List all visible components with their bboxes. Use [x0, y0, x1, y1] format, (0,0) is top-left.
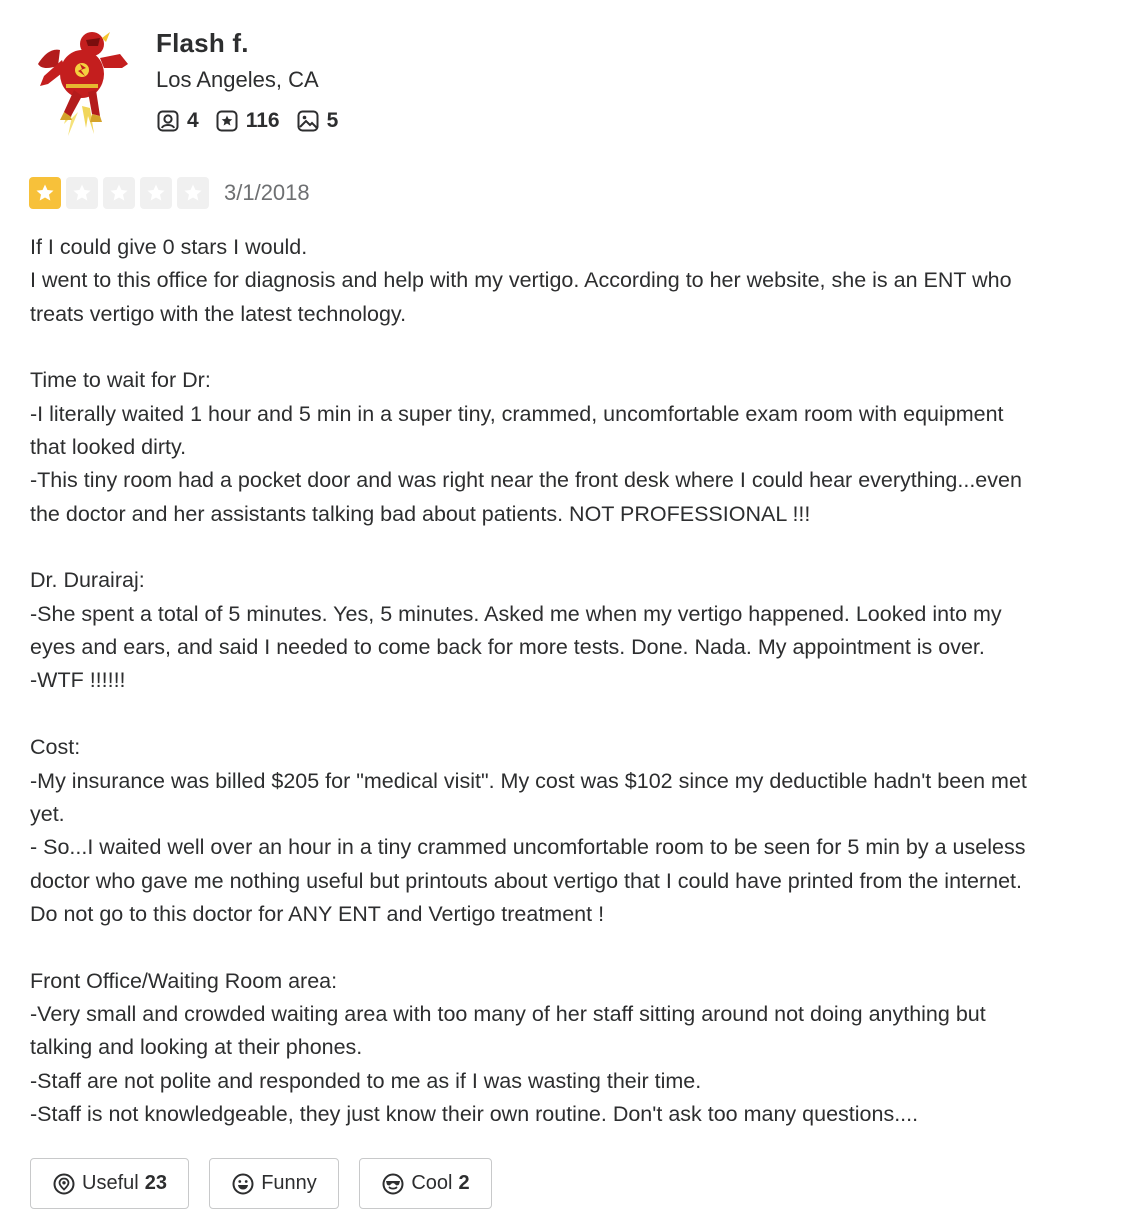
sunglasses-icon [381, 1172, 405, 1196]
review-line [30, 531, 1125, 564]
star-icon [109, 183, 129, 203]
photos-stat [296, 109, 339, 133]
smile-icon [231, 1172, 255, 1196]
friends-icon [156, 109, 180, 133]
user-location: Los Angeles, CA [156, 67, 319, 92]
review-line: -Staff is not knowledgeable, they just know their own routine. Don't ask too many questions.... [30, 1101, 919, 1126]
review-line: - So...I waited well over an hour in a tiny crammed uncomfortable room to be seen for 5 min by a useless [30, 835, 1026, 860]
star-icon [35, 183, 55, 203]
review-line [30, 331, 1125, 364]
friends-count: 4 [187, 109, 199, 132]
review-line: -WTF !!!!!! [30, 668, 126, 693]
cool-label: Cool [411, 1172, 453, 1194]
reviews-stat [215, 109, 280, 133]
review-line: -Very small and crowded waiting area with too many of her staff sitting around not doing anything but [30, 1001, 986, 1026]
review-actions [30, 1158, 512, 1209]
review-line: If I could give 0 stars I would. [30, 235, 308, 259]
flash-superhero-avatar-icon [30, 24, 132, 136]
review-line [30, 931, 1125, 964]
review-line: Do not go to this doctor for ANY ENT and Vertigo treatment ! [30, 901, 605, 926]
star-filled [29, 177, 61, 209]
review-line: -Staff are not polite and responded to me as if I was wasting their time. [30, 1068, 702, 1093]
review-line: yet. [30, 801, 65, 826]
funny-button[interactable] [209, 1158, 339, 1209]
cool-count: 2 [458, 1172, 470, 1194]
review-line: -My insurance was billed $205 for "medical visit". My cost was $102 since my deductible hadn't been met [30, 768, 1027, 793]
star-rating [29, 177, 214, 209]
review-text [30, 231, 1125, 1131]
star-empty [103, 177, 135, 209]
review-line: talking and looking at their phones. [30, 1035, 363, 1060]
star-empty [140, 177, 172, 209]
review-line: Time to wait for Dr: [30, 368, 211, 393]
useful-label: Useful [82, 1172, 139, 1194]
funny-label: Funny [261, 1172, 317, 1194]
review-line: Dr. Durairaj: [30, 568, 145, 593]
review-line: doctor who gave me nothing useful but printouts about vertigo that I could have printed from the internet. [30, 868, 1022, 893]
photos-count: 5 [326, 109, 339, 132]
review-line: -This tiny room had a pocket door and was right near the front desk where I could hear everything...even [30, 468, 1022, 493]
star-icon [72, 183, 92, 203]
review-line: Cost: [30, 735, 81, 760]
cool-button[interactable] [359, 1158, 492, 1209]
user-avatar[interactable] [30, 24, 132, 136]
useful-count: 23 [144, 1172, 167, 1194]
lightbulb-icon [52, 1172, 76, 1196]
review-line: treats vertigo with the latest technology. [30, 301, 407, 326]
photo-icon [296, 109, 320, 133]
review-star-icon [215, 109, 239, 133]
star-empty [66, 177, 98, 209]
friends-stat [156, 109, 199, 133]
review-date: 3/1/2018 [224, 180, 310, 205]
star-empty [177, 177, 209, 209]
review-line: the doctor and her assistants talking bad about patients. NOT PROFESSIONAL !!! [30, 501, 811, 526]
star-icon [146, 183, 166, 203]
review-line: I went to this office for diagnosis and help with my vertigo. According to her website, she is an ENT who [30, 268, 1012, 293]
review-line [30, 698, 1125, 731]
reviews-count: 116 [245, 109, 280, 132]
review-line: -I literally waited 1 hour and 5 min in a super tiny, crammed, uncomfortable exam room with equipment [30, 401, 1004, 426]
review-line: -She spent a total of 5 minutes. Yes, 5 minutes. Asked me when my vertigo happened. Looked into my [30, 601, 1002, 626]
review-line: Front Office/Waiting Room area: [30, 968, 338, 993]
user-stats [156, 107, 354, 135]
review-line: that looked dirty. [30, 435, 187, 460]
useful-button[interactable] [30, 1158, 189, 1209]
review-line: eyes and ears, and said I needed to come back for more tests. Done. Nada. My appointment is over. [30, 635, 985, 660]
rating-row [29, 177, 310, 209]
user-name[interactable]: Flash f. [156, 28, 249, 58]
star-icon [183, 183, 203, 203]
